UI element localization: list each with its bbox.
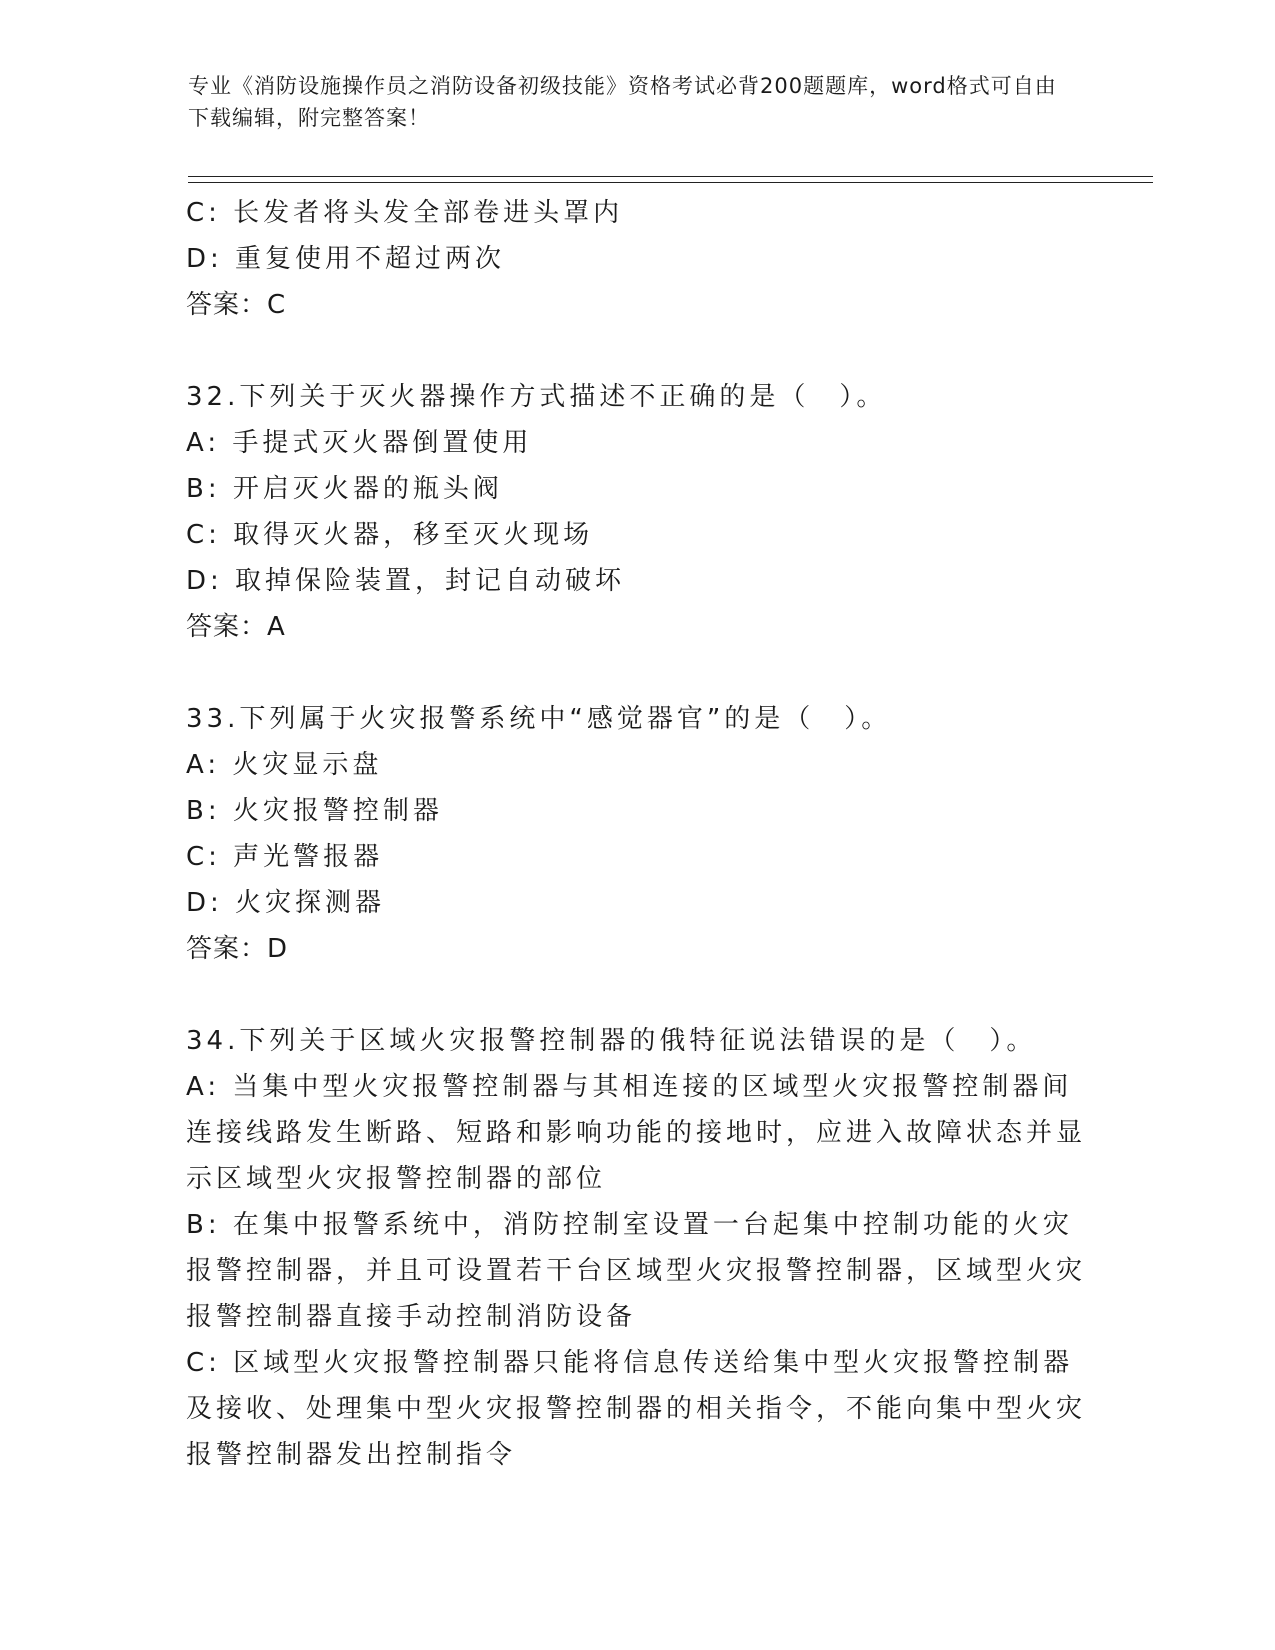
option-a: A: 火灾显示盘	[186, 750, 383, 780]
question-list	[186, 190, 1086, 1478]
option-b: B: 开启灭火器的瓶头阀	[186, 474, 503, 504]
question-block-33	[186, 696, 1086, 972]
option-b: B: 火灾报警控制器	[186, 796, 443, 826]
question-stem: 32.下列关于灭火器操作方式描述不正确的是（ ）。	[186, 382, 887, 412]
option-c: C: 取得灭火器，移至灭火现场	[186, 520, 594, 550]
option-c: C: 区域型火灾报警控制器只能将信息传送给集中型火灾报警控制器及接收、处理集中型火灾报警控制器的相关指令，不能向集中型火灾报警控制器发出控制指令	[186, 1348, 1087, 1470]
option-a: A: 手提式灭火器倒置使用	[186, 428, 533, 458]
document-header: 专业《消防设施操作员之消防设备初级技能》资格考试必背200题题库，word格式可自由下载编辑，附完整答案！	[188, 74, 1057, 130]
header-rule-bottom	[188, 182, 1153, 183]
question-block-32	[186, 374, 1086, 650]
header-rule-top	[188, 176, 1153, 177]
option-d: D: 重复使用不超过两次	[186, 244, 506, 274]
option-b: B: 在集中报警系统中，消防控制室设置一台起集中控制功能的火灾报警控制器，并且可设置若干台区域型火灾报警控制器，区域型火灾报警控制器直接手动控制消防设备	[186, 1210, 1087, 1332]
question-stem: 34.下列关于区域火灾报警控制器的俄特征说法错误的是（ ）。	[186, 1026, 1037, 1056]
question-block-34	[186, 1018, 1086, 1478]
option-c: C: 长发者将头发全部卷进头罩内	[186, 198, 624, 228]
option-d: D: 火灾探测器	[186, 888, 386, 918]
question-block-prev	[186, 190, 1086, 328]
option-d: D: 取掉保险装置，封记自动破坏	[186, 566, 626, 596]
answer-line: 答案：C	[186, 290, 287, 320]
answer-line: 答案：A	[186, 612, 286, 642]
question-stem: 33.下列属于火灾报警系统中“感觉器官”的是（ ）。	[186, 704, 892, 734]
option-c: C: 声光警报器	[186, 842, 384, 872]
option-a: A: 当集中型火灾报警控制器与其相连接的区域型火灾报警控制器间连接线路发生断路、短路和影响功能的接地时，应进入故障状态并显示区域型火灾报警控制器的部位	[186, 1072, 1087, 1194]
answer-line: 答案：D	[186, 934, 289, 964]
